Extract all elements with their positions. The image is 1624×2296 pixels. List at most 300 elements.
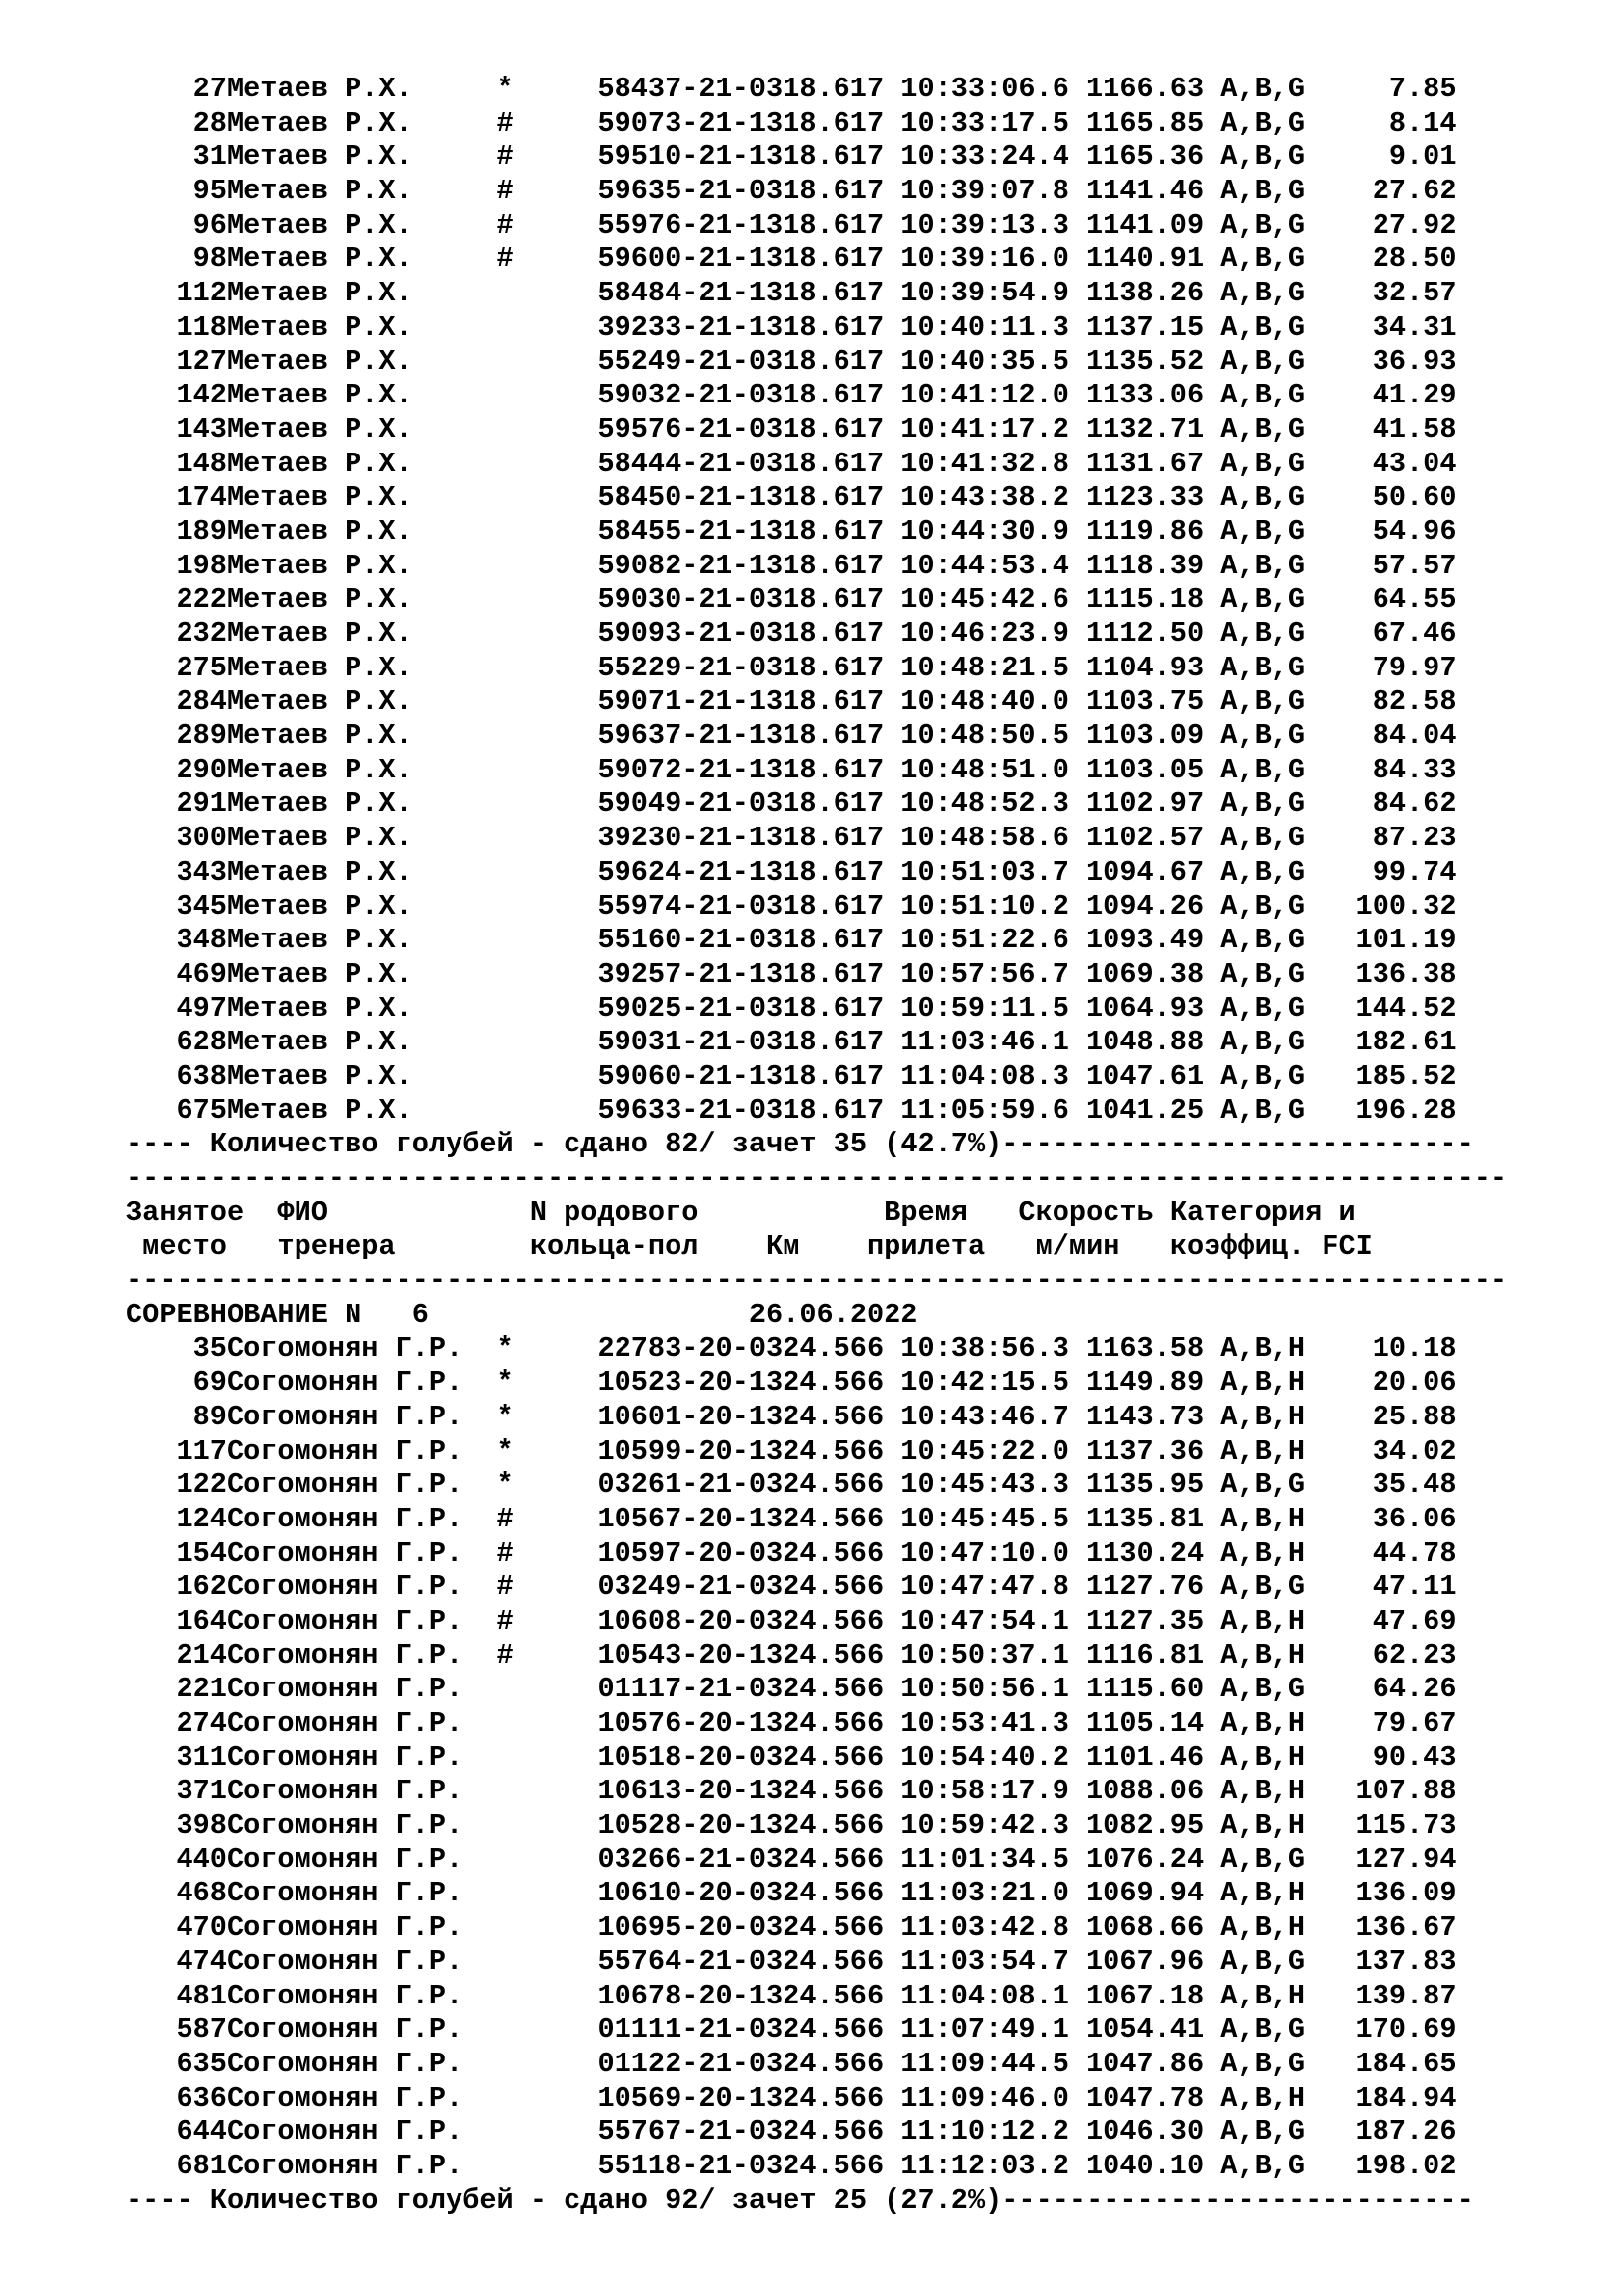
trainer-name-cell: Метаев Р.Х. [226,277,412,310]
table-row [126,1332,1507,1366]
speed-cell: 1088.06 [1086,1775,1205,1808]
group-summary: ---- Количество голубей - сдано 82/ зачет 35 (42.7%)---------------------------- [126,1128,1474,1161]
table-row [126,720,1507,754]
table-row [126,1503,1507,1537]
category-cell: A,B,G [1220,2115,1306,2149]
trainer-name-cell: Метаев Р.Х. [226,1094,412,1127]
category-cell: A,B,G [1220,2047,1306,2080]
distance-cell: 318.617 [766,310,885,344]
place-cell: 214 [176,1638,227,1672]
trainer-name-cell: Метаев Р.Х. [226,412,412,446]
coefficient-cell: 137.83 [1355,1945,1457,1978]
category-cell: A,B,G [1220,412,1306,446]
trainer-name-cell: Метаев Р.Х. [226,481,412,514]
place-cell: 35 [192,1332,227,1365]
category-cell: A,B,G [1220,2013,1306,2047]
coefficient-cell: 198.02 [1355,2149,1457,2182]
speed-cell: 1069.94 [1086,1877,1205,1910]
table-row [126,583,1507,617]
distance-cell: 324.566 [766,2115,885,2149]
place-cell: 122 [176,1468,227,1502]
speed-cell: 1105.14 [1086,1707,1205,1739]
speed-cell: 1094.26 [1086,889,1205,923]
trainer-name-cell: Метаев Р.Х. [226,753,412,786]
category-cell: A,B,G [1220,310,1306,344]
trainer-name-cell: Согомонян Г.Р. [226,1809,463,1842]
speed-cell: 1132.71 [1086,412,1205,446]
distance-cell: 324.566 [766,1571,885,1604]
place-cell: 497 [176,991,227,1025]
coefficient-cell: 64.26 [1372,1673,1457,1706]
table-row [126,1435,1507,1469]
arrival-time-cell: 11:07:49.1 [900,2013,1069,2047]
category-cell: A,B,G [1220,1026,1306,1059]
distance-cell: 324.566 [766,1673,885,1706]
coefficient-cell: 47.69 [1372,1604,1457,1637]
trainer-name-cell: Согомонян Г.Р. [226,2013,463,2047]
distance-cell: 324.566 [766,1502,885,1535]
trainer-name-cell: Метаев Р.Х. [226,242,412,276]
ring-number-cell: 58450-21-1 [597,481,767,514]
arrival-time-cell: 10:39:54.9 [900,277,1069,310]
place-cell: 275 [176,651,227,684]
trainer-name-cell: Согомонян Г.Р. [226,1945,463,1978]
arrival-time-cell: 11:03:54.7 [900,1945,1069,1978]
ring-number-cell: 03261-21-0 [597,1468,767,1502]
mark-cell: # [496,106,514,139]
category-cell: A,B,G [1220,106,1306,139]
category-cell: A,B,G [1220,208,1306,241]
speed-cell: 1118.39 [1086,549,1205,582]
arrival-time-cell: 11:04:08.3 [900,1059,1069,1093]
distance-cell: 318.617 [766,685,885,719]
arrival-time-cell: 11:10:12.2 [900,2115,1069,2149]
place-cell: 635 [176,2047,227,2080]
coefficient-cell: 107.88 [1355,1775,1457,1808]
place-cell: 348 [176,924,227,957]
category-cell: A,B,G [1220,175,1306,208]
coefficient-cell: 27.92 [1372,208,1457,241]
arrival-time-cell: 10:40:11.3 [900,310,1069,344]
ring-number-cell: 59071-21-1 [597,685,767,719]
coefficient-cell: 41.29 [1372,379,1457,412]
arrival-time-cell: 10:50:56.1 [900,1673,1069,1706]
coefficient-cell: 136.67 [1355,1911,1457,1945]
trainer-name-cell: Метаев Р.Х. [226,685,412,719]
table-row [126,1911,1507,1946]
table-row [126,1468,1507,1503]
speed-cell: 1064.93 [1086,991,1205,1025]
arrival-time-cell: 10:43:38.2 [900,481,1069,514]
category-cell: A,B,G [1220,651,1306,684]
coefficient-cell: 32.57 [1372,277,1457,310]
speed-cell: 1102.57 [1086,822,1205,855]
trainer-name-cell: Согомонян Г.Р. [226,1638,463,1672]
mark-cell: * [496,1332,514,1365]
arrival-time-cell: 10:51:03.7 [900,855,1069,888]
coefficient-cell: 62.23 [1372,1638,1457,1672]
coefficient-cell: 36.06 [1372,1502,1457,1535]
distance-cell: 318.617 [766,379,885,412]
trainer-name-cell: Согомонян Г.Р. [226,1434,463,1468]
ring-number-cell: 10678-20-1 [597,1979,767,2012]
coefficient-cell: 101.19 [1355,924,1457,957]
place-cell: 221 [176,1673,227,1706]
distance-cell: 324.566 [766,1911,885,1945]
distance-cell: 324.566 [766,1809,885,1842]
arrival-time-cell: 10:39:13.3 [900,208,1069,241]
place-cell: 290 [176,753,227,786]
trainer-name-cell: Согомонян Г.Р. [226,1979,463,2012]
ring-number-cell: 10608-20-0 [597,1604,767,1637]
distance-cell: 318.617 [766,1059,885,1093]
distance-cell: 324.566 [766,2047,885,2080]
coefficient-cell: 182.61 [1355,1026,1457,1059]
table-row [126,515,1507,550]
table-row [126,1537,1507,1572]
trainer-name-cell: Метаев Р.Х. [226,787,412,821]
distance-cell: 318.617 [766,720,885,753]
place-cell: 118 [176,310,227,344]
speed-cell: 1068.66 [1086,1911,1205,1945]
ring-number-cell: 59072-21-1 [597,753,767,786]
ring-number-cell: 39230-21-1 [597,822,767,855]
distance-cell: 318.617 [766,175,885,208]
category-cell: A,B,H [1220,1740,1306,1774]
coefficient-cell: 67.46 [1372,617,1457,650]
trainer-name-cell: Согомонян Г.Р. [226,2081,463,2114]
group-summary: ---- Количество голубей - сдано 92/ зачет 25 (27.2%)---------------------------- [126,2183,1474,2216]
place-cell: 154 [176,1536,227,1570]
place-cell: 587 [176,2013,227,2047]
table-row [126,277,1507,311]
table-row [126,992,1507,1027]
distance-cell: 318.617 [766,549,885,582]
table-row [126,2048,1507,2082]
arrival-time-cell: 10:57:56.7 [900,957,1069,990]
speed-cell: 1047.61 [1086,1059,1205,1093]
ring-number-cell: 10569-20-1 [597,2081,767,2114]
distance-cell: 318.617 [766,583,885,616]
category-cell: A,B,G [1220,1468,1306,1502]
category-cell: A,B,G [1220,617,1306,650]
speed-cell: 1141.46 [1086,175,1205,208]
place-cell: 675 [176,1094,227,1127]
arrival-time-cell: 10:41:17.2 [900,412,1069,446]
coefficient-cell: 79.67 [1372,1707,1457,1739]
table-row [126,1401,1507,1435]
table-row [126,1980,1507,2014]
trainer-name-cell: Метаев Р.Х. [226,1026,412,1059]
speed-cell: 1067.96 [1086,1945,1205,1978]
ring-number-cell: 59624-21-1 [597,855,767,888]
arrival-time-cell: 11:03:42.8 [900,1911,1069,1945]
ring-number-cell: 58484-21-1 [597,277,767,310]
distance-cell: 318.617 [766,345,885,378]
table-row [126,1741,1507,1776]
separator-line: ---------------------------------------------------------------------------------- [126,1264,1508,1298]
place-cell: 284 [176,685,227,719]
distance-cell: 318.617 [766,855,885,888]
coefficient-cell: 185.52 [1355,1059,1457,1093]
distance-cell: 324.566 [766,1842,885,1876]
place-cell: 142 [176,379,227,412]
distance-cell: 324.566 [766,1877,885,1910]
table-row [126,448,1507,482]
place-cell: 681 [176,2149,227,2182]
category-cell: A,B,G [1220,1945,1306,1978]
distance-cell: 318.617 [766,106,885,139]
ring-number-cell: 55976-21-1 [597,208,767,241]
distance-cell: 318.617 [766,924,885,957]
trainer-name-cell: Метаев Р.Х. [226,106,412,139]
trainer-name-cell: Метаев Р.Х. [226,855,412,888]
category-cell: A,B,H [1220,1638,1306,1672]
category-cell: A,B,G [1220,822,1306,855]
arrival-time-cell: 10:46:23.9 [900,617,1069,650]
ring-number-cell: 59633-21-0 [597,1094,767,1127]
trainer-name-cell: Метаев Р.Х. [226,822,412,855]
arrival-time-cell: 10:45:43.3 [900,1468,1069,1502]
arrival-time-cell: 10:41:12.0 [900,379,1069,412]
ring-number-cell: 55229-21-0 [597,651,767,684]
speed-cell: 1082.95 [1086,1809,1205,1842]
table-row [126,1843,1507,1878]
arrival-time-cell: 10:47:54.1 [900,1604,1069,1637]
trainer-name-cell: Согомонян Г.Р. [226,1842,463,1876]
speed-cell: 1137.15 [1086,310,1205,344]
coefficient-cell: 35.48 [1372,1468,1457,1502]
mark-cell: # [496,1536,514,1570]
table-row [126,413,1507,448]
coefficient-cell: 184.94 [1355,2081,1457,2114]
trainer-name-cell: Метаев Р.Х. [226,208,412,241]
distance-cell: 318.617 [766,617,885,650]
distance-cell: 318.617 [766,514,885,548]
place-cell: 371 [176,1775,227,1808]
ring-number-cell: 59082-21-1 [597,549,767,582]
trainer-name-cell: Согомонян Г.Р. [226,1673,463,1706]
ring-number-cell: 58455-21-1 [597,514,767,548]
arrival-time-cell: 10:39:16.0 [900,242,1069,276]
ring-number-cell: 55974-21-0 [597,889,767,923]
table-row [126,2115,1507,2150]
place-cell: 636 [176,2081,227,2114]
trainer-name-cell: Согомонян Г.Р. [226,1536,463,1570]
ring-number-cell: 59093-21-0 [597,617,767,650]
place-cell: 189 [176,514,227,548]
speed-cell: 1054.41 [1086,2013,1205,2047]
place-cell: 27 [192,73,227,105]
ring-number-cell: 10601-20-1 [597,1400,767,1433]
ring-number-cell: 55764-21-0 [597,1945,767,1978]
category-cell: A,B,G [1220,549,1306,582]
ring-number-cell: 10543-20-1 [597,1638,767,1672]
arrival-time-cell: 11:05:59.6 [900,1094,1069,1127]
trainer-name-cell: Метаев Р.Х. [226,140,412,174]
arrival-time-cell: 10:47:47.8 [900,1571,1069,1604]
arrival-time-cell: 11:12:03.2 [900,2149,1069,2182]
trainer-name-cell: Согомонян Г.Р. [226,1332,463,1365]
trainer-name-cell: Метаев Р.Х. [226,957,412,990]
distance-cell: 324.566 [766,1604,885,1637]
coefficient-cell: 8.14 [1388,106,1457,139]
table-row [126,1673,1507,1707]
place-cell: 174 [176,481,227,514]
distance-cell: 318.617 [766,140,885,174]
place-cell: 98 [192,242,227,276]
place-cell: 198 [176,549,227,582]
coefficient-cell: 87.23 [1372,822,1457,855]
category-cell: A,B,H [1220,1911,1306,1945]
category-cell: A,B,G [1220,855,1306,888]
distance-cell: 318.617 [766,412,885,446]
place-cell: 124 [176,1502,227,1535]
distance-cell: 324.566 [766,1434,885,1468]
ring-number-cell: 39257-21-1 [597,957,767,990]
trainer-name-cell: Метаев Р.Х. [226,447,412,480]
arrival-time-cell: 10:48:51.0 [900,753,1069,786]
speed-cell: 1094.67 [1086,855,1205,888]
trainer-name-cell: Согомонян Г.Р. [226,1707,463,1739]
speed-cell: 1046.30 [1086,2115,1205,2149]
coefficient-cell: 25.88 [1372,1400,1457,1433]
coefficient-cell: 44.78 [1372,1536,1457,1570]
mark-cell: * [496,73,514,105]
table-row [126,1639,1507,1674]
table-row [126,1571,1507,1605]
coefficient-cell: 170.69 [1355,2013,1457,2047]
table-row [126,1775,1507,1809]
mark-cell: # [496,140,514,174]
separator-line: ---------------------------------------------------------------------------------- [126,1162,1508,1195]
ring-number-cell: 59032-21-0 [597,379,767,412]
speed-cell: 1135.52 [1086,345,1205,378]
table-row [126,890,1507,925]
ring-number-cell: 39233-21-1 [597,310,767,344]
place-cell: 148 [176,447,227,480]
category-cell: A,B,H [1220,1434,1306,1468]
speed-cell: 1127.35 [1086,1604,1205,1637]
speed-cell: 1163.58 [1086,1332,1205,1365]
arrival-time-cell: 10:45:42.6 [900,583,1069,616]
category-cell: A,B,G [1220,685,1306,719]
speed-cell: 1101.46 [1086,1740,1205,1774]
coefficient-cell: 136.38 [1355,957,1457,990]
ring-number-cell: 55118-21-0 [597,2149,767,2182]
table-row [126,1707,1507,1741]
arrival-time-cell: 10:42:15.5 [900,1366,1069,1400]
trainer-name-cell: Метаев Р.Х. [226,73,412,105]
trainer-name-cell: Метаев Р.Х. [226,310,412,344]
ring-number-cell: 10599-20-1 [597,1434,767,1468]
speed-cell: 1104.93 [1086,651,1205,684]
ring-number-cell: 03249-21-0 [597,1571,767,1604]
table-row [126,346,1507,380]
place-cell: 232 [176,617,227,650]
category-cell: A,B,G [1220,583,1306,616]
trainer-name-cell: Согомонян Г.Р. [226,1604,463,1637]
category-cell: A,B,G [1220,73,1306,105]
distance-cell: 318.617 [766,242,885,276]
speed-cell: 1093.49 [1086,924,1205,957]
speed-cell: 1103.09 [1086,720,1205,753]
table-row [126,924,1507,958]
arrival-time-cell: 10:33:24.4 [900,140,1069,174]
category-cell: A,B,G [1220,787,1306,821]
trainer-name-cell: Метаев Р.Х. [226,651,412,684]
category-cell: A,B,G [1220,1094,1306,1127]
trainer-name-cell: Согомонян Г.Р. [226,2149,463,2182]
category-cell: A,B,H [1220,1707,1306,1739]
category-cell: A,B,H [1220,1877,1306,1910]
category-cell: A,B,G [1220,140,1306,174]
ring-number-cell: 01111-21-0 [597,2013,767,2047]
arrival-time-cell: 10:59:42.3 [900,1809,1069,1842]
distance-cell: 318.617 [766,447,885,480]
table-row [126,209,1507,243]
table-row [126,1877,1507,1911]
arrival-time-cell: 10:51:10.2 [900,889,1069,923]
ring-number-cell: 10523-20-1 [597,1366,767,1400]
arrival-time-cell: 10:45:45.5 [900,1502,1069,1535]
place-cell: 345 [176,889,227,923]
arrival-time-cell: 11:04:08.1 [900,1979,1069,2012]
table-row [126,73,1507,107]
place-cell: 469 [176,957,227,990]
distance-cell: 324.566 [766,1536,885,1570]
place-cell: 300 [176,822,227,855]
distance-cell: 318.617 [766,753,885,786]
category-cell: A,B,G [1220,1571,1306,1604]
mark-cell: * [496,1468,514,1502]
table-row [126,1946,1507,1980]
arrival-time-cell: 10:39:07.8 [900,175,1069,208]
coefficient-cell: 144.52 [1355,991,1457,1025]
distance-cell: 318.617 [766,889,885,923]
category-cell: A,B,H [1220,1400,1306,1433]
distance-cell: 324.566 [766,1468,885,1502]
place-cell: 274 [176,1707,227,1739]
category-cell: A,B,H [1220,1502,1306,1535]
ring-number-cell: 59073-21-1 [597,106,767,139]
table-row [126,787,1507,822]
distance-cell: 324.566 [766,1332,885,1365]
speed-cell: 1115.60 [1086,1673,1205,1706]
trainer-name-cell: Согомонян Г.Р. [226,1877,463,1910]
ring-number-cell: 59637-21-1 [597,720,767,753]
speed-cell: 1047.86 [1086,2047,1205,2080]
place-cell: 481 [176,1979,227,2012]
category-cell: A,B,H [1220,1809,1306,1842]
coefficient-cell: 84.04 [1372,720,1457,753]
place-cell: 638 [176,1059,227,1093]
mark-cell: # [496,1604,514,1637]
speed-cell: 1115.18 [1086,583,1205,616]
ring-number-cell: 58444-21-0 [597,447,767,480]
ring-number-cell: 55767-21-0 [597,2115,767,2149]
mark-cell: * [496,1366,514,1400]
place-cell: 222 [176,583,227,616]
speed-cell: 1103.75 [1086,685,1205,719]
table-row [126,1605,1507,1639]
mark-cell: # [496,242,514,276]
speed-cell: 1048.88 [1086,1026,1205,1059]
speed-cell: 1102.97 [1086,787,1205,821]
arrival-time-cell: 10:48:50.5 [900,720,1069,753]
ring-number-cell: 59600-21-1 [597,242,767,276]
place-cell: 117 [176,1434,227,1468]
